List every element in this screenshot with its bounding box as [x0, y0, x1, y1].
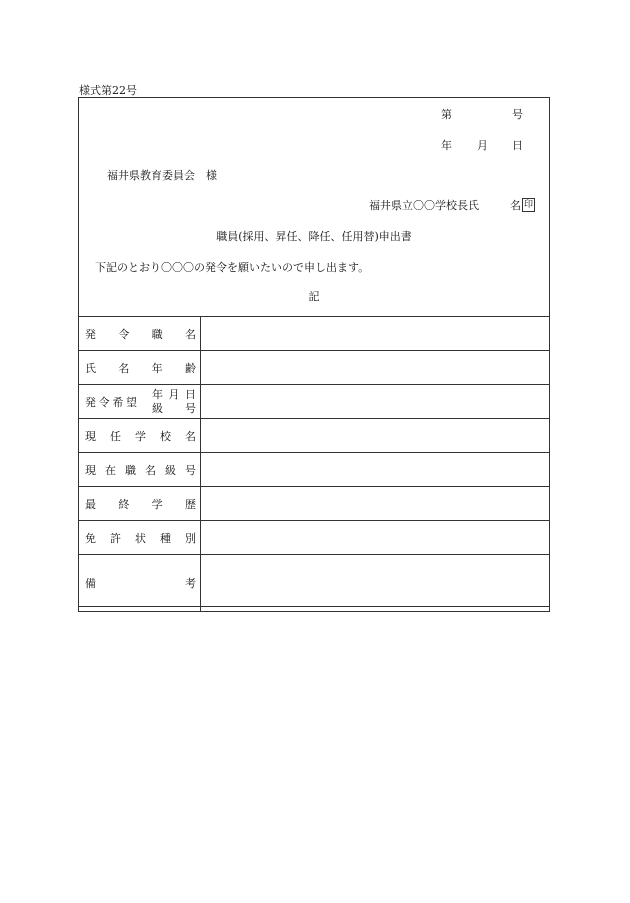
row-label [79, 351, 201, 385]
row-label [79, 419, 201, 453]
row-value-field[interactable] [201, 521, 550, 555]
table-row [79, 453, 550, 487]
ki-heading: 記 [308, 290, 320, 303]
date-day: 日 [512, 139, 523, 152]
row-value-field[interactable] [201, 487, 550, 521]
row-value-field[interactable] [201, 317, 550, 351]
row-label [79, 555, 201, 612]
row-label-text: 免 許 状 種 別 [85, 531, 196, 545]
row-label [79, 385, 201, 419]
table-row [79, 521, 550, 555]
row-label-main: 発 令 希 望 [85, 395, 137, 409]
doc-number-suffix: 号 [512, 108, 523, 121]
name-label: 名 [510, 199, 521, 212]
date-month: 月 [477, 139, 488, 152]
body-text: 下記のとおり〇〇〇の発令を願いたいので申し出ます。 [95, 261, 370, 274]
table-row [79, 351, 550, 385]
row-label-text: 氏 名 年 齢 [85, 361, 196, 375]
table-row [79, 487, 550, 521]
date-year: 年 [441, 139, 452, 152]
sender: 福井県立〇〇学校長氏 [369, 199, 479, 212]
table-row [79, 385, 550, 419]
row-value-field[interactable] [201, 351, 550, 385]
row-label-text: 発 令 職 名 [85, 327, 196, 341]
row-label [79, 317, 201, 351]
application-form [78, 97, 550, 607]
seal-stamp: 印 [523, 200, 533, 210]
addressee: 福井県教育委員会 様 [107, 169, 217, 182]
row-value-field[interactable] [201, 419, 550, 453]
doc-number-prefix: 第 [441, 108, 452, 121]
row-label-text: 現 在 職 名 級 号 [85, 463, 196, 477]
form-number: 様式第22号 [79, 84, 137, 97]
row-label [79, 487, 201, 521]
details-table [78, 316, 550, 612]
table-row [79, 419, 550, 453]
row-label-text: 備 考 [85, 577, 196, 590]
row-value-field[interactable] [201, 385, 550, 419]
row-label [79, 453, 201, 487]
table-row [79, 555, 550, 612]
row-value-field[interactable] [201, 453, 550, 487]
table-row [79, 317, 550, 351]
row-label-top: 年 月 日 [152, 387, 196, 401]
row-label [79, 521, 201, 555]
document-title: 職員(採用、昇任、降任、任用替)申出書 [216, 230, 412, 243]
row-label-text: 現 任 学 校 名 [85, 429, 196, 443]
row-label-text: 最 終 学 歴 [85, 497, 196, 511]
row-label-bottom: 級 号 [152, 401, 196, 415]
seal-area [510, 197, 535, 213]
row-value-field[interactable] [201, 555, 550, 612]
